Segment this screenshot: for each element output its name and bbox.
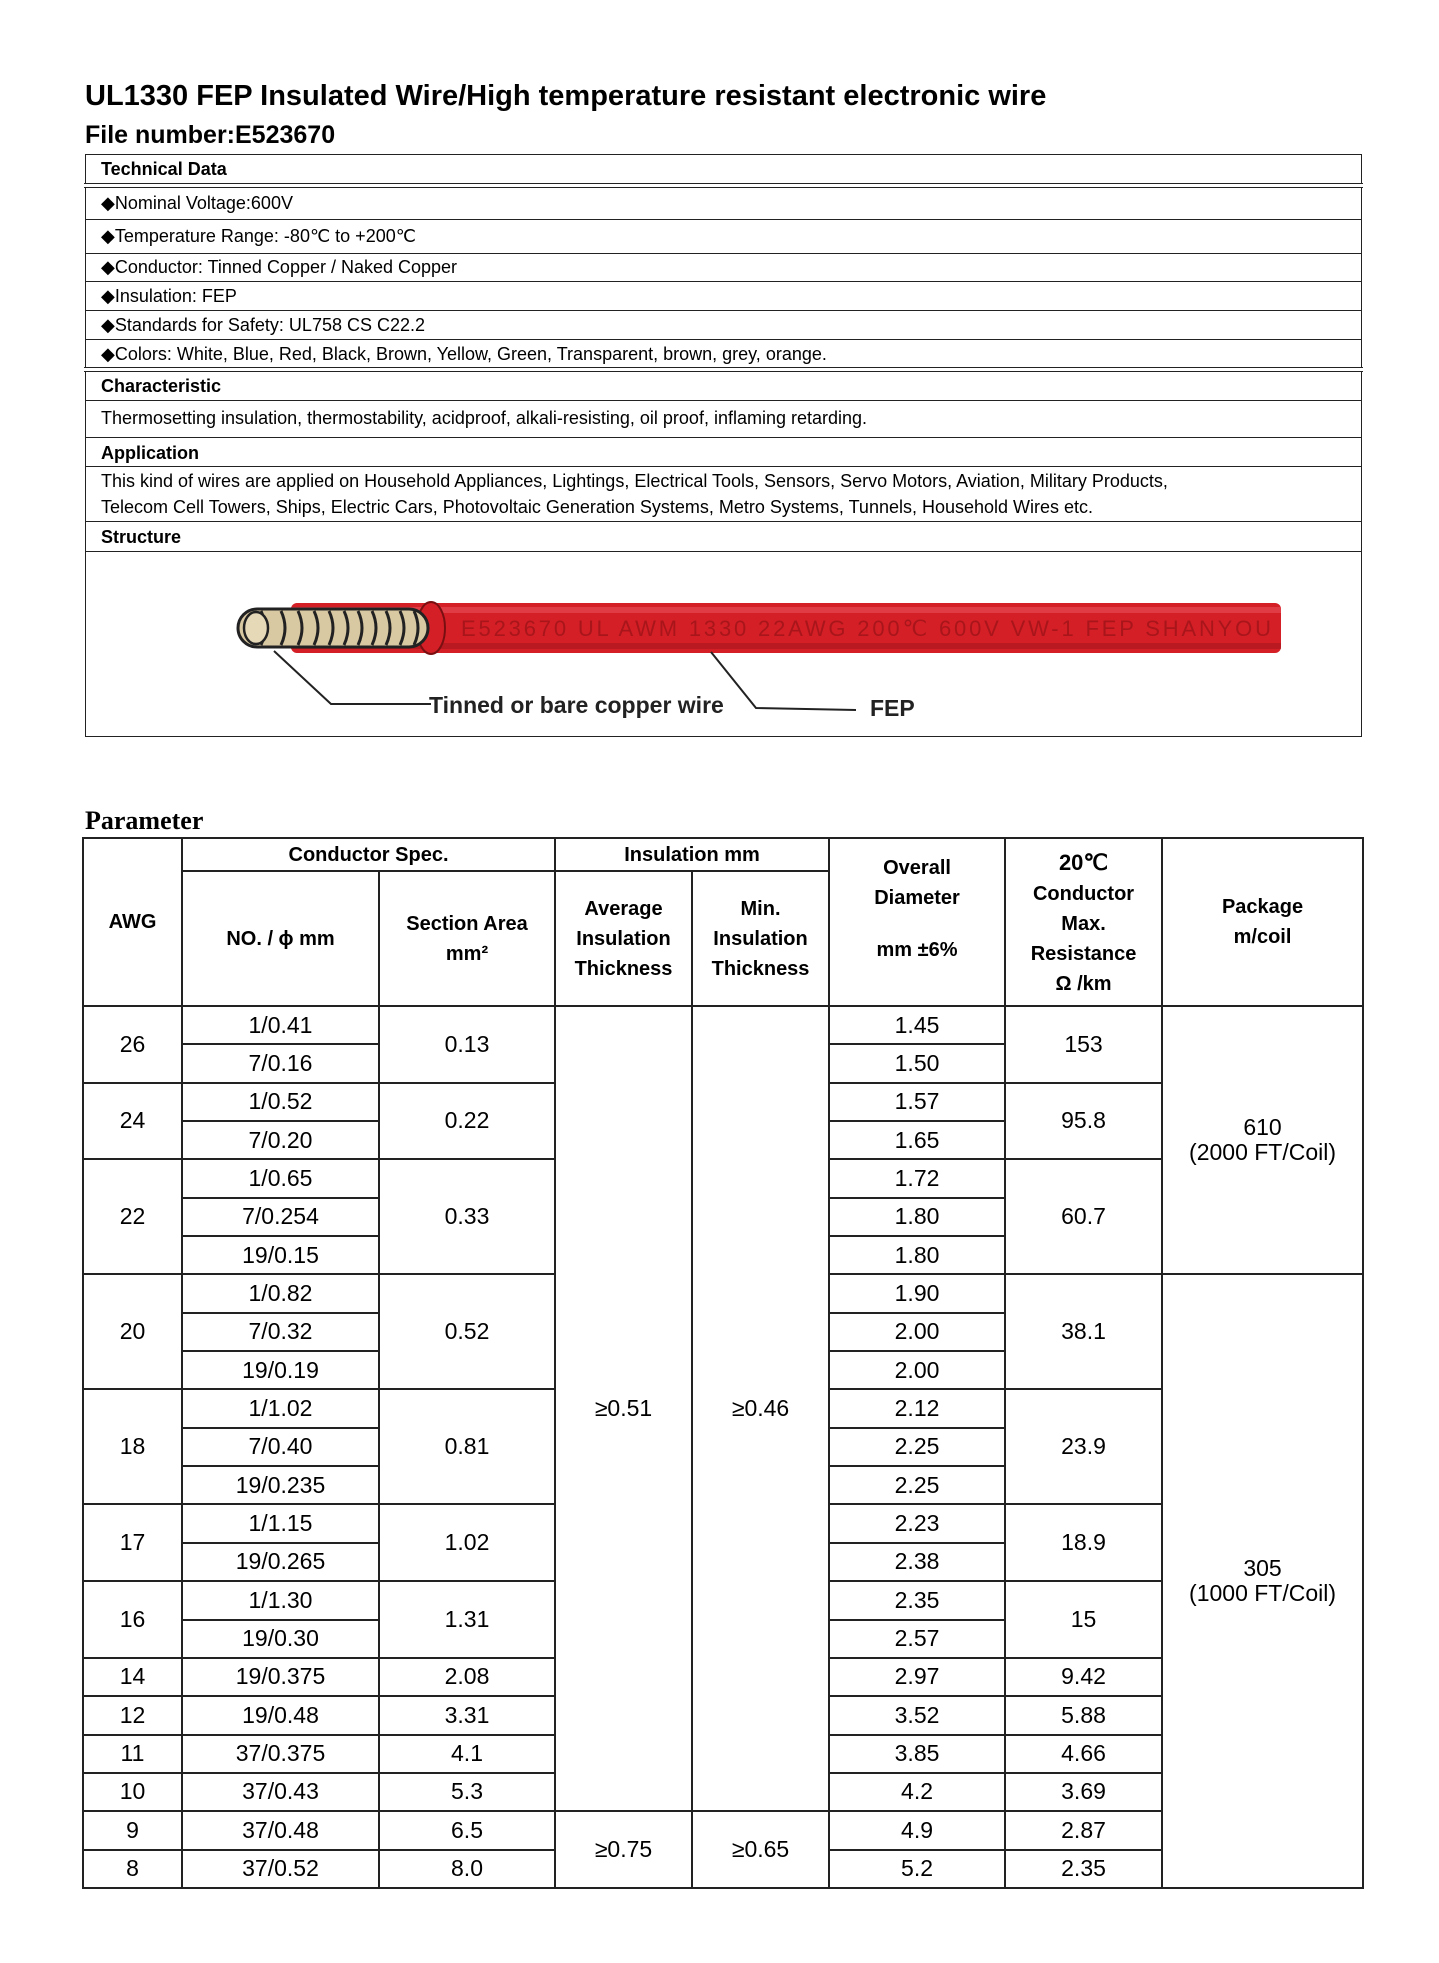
area-cell: 8.0 (379, 1850, 555, 1888)
technical-data-heading: Technical Data (101, 159, 227, 179)
diameter-cell: 2.12 (829, 1389, 1005, 1427)
tech-item-colors: ◆Colors: White, Blue, Red, Black, Brown, Yellow, Green, Transparent, brown, grey, orange. (101, 344, 827, 364)
area-cell: 4.1 (379, 1735, 555, 1773)
awg-cell: 11 (83, 1735, 182, 1773)
diameter-cell: 1.72 (829, 1159, 1005, 1197)
tech-item-conductor: ◆Conductor: Tinned Copper / Naked Copper (101, 257, 458, 277)
strand-cell: 1/0.52 (182, 1083, 379, 1121)
diameter-cell: 2.35 (829, 1581, 1005, 1619)
diameter-cell: 1.65 (829, 1121, 1005, 1159)
awg-cell: 12 (83, 1696, 182, 1734)
header-package: Package m/coil (1162, 838, 1363, 1006)
resistance-cell: 38.1 (1005, 1274, 1162, 1389)
resistance-cell: 15 (1005, 1581, 1162, 1658)
diameter-cell: 5.2 (829, 1850, 1005, 1888)
diameter-cell: 2.25 (829, 1428, 1005, 1466)
strand-cell: 7/0.254 (182, 1198, 379, 1236)
min-insulation-cell: ≥0.46 (692, 1006, 829, 1811)
parameter-heading: Parameter (85, 806, 204, 835)
tech-item-voltage: ◆Nominal Voltage:600V (101, 193, 293, 213)
area-cell: 0.33 (379, 1159, 555, 1274)
characteristic-text: Thermosetting insulation, thermostability, acidproof, alkali-resisting, oil proof, inflaming retarding. (101, 408, 868, 428)
diameter-cell: 1.57 (829, 1083, 1005, 1121)
resistance-cell: 5.88 (1005, 1696, 1162, 1734)
resistance-cell: 2.35 (1005, 1850, 1162, 1888)
header-insulation: Insulation mm (555, 838, 829, 871)
application-heading: Application (101, 443, 199, 463)
awg-cell: 20 (83, 1274, 182, 1389)
resistance-cell: 18.9 (1005, 1504, 1162, 1581)
awg-cell: 26 (83, 1006, 182, 1083)
strand-cell: 1/1.02 (182, 1389, 379, 1427)
resistance-cell: 23.9 (1005, 1389, 1162, 1504)
header-min-insulation: Min. Insulation Thickness (692, 871, 829, 1006)
area-cell: 1.02 (379, 1504, 555, 1581)
diameter-cell: 2.00 (829, 1313, 1005, 1351)
strand-cell: 1/1.15 (182, 1504, 379, 1542)
strand-cell: 19/0.15 (182, 1236, 379, 1274)
header-overall-diameter: Overall Diameter mm ±6% (829, 838, 1005, 1006)
strand-cell: 7/0.20 (182, 1121, 379, 1159)
header-avg-insulation: Average Insulation Thickness (555, 871, 692, 1006)
strand-cell: 19/0.30 (182, 1620, 379, 1658)
strand-cell: 19/0.19 (182, 1351, 379, 1389)
resistance-cell: 95.8 (1005, 1083, 1162, 1160)
diameter-cell: 2.57 (829, 1620, 1005, 1658)
diameter-cell: 1.50 (829, 1044, 1005, 1082)
structure-heading: Structure (101, 527, 182, 547)
file-number: File number:E523670 (85, 121, 336, 149)
strand-cell: 19/0.265 (182, 1543, 379, 1581)
strand-cell: 37/0.375 (182, 1735, 379, 1773)
area-cell: 2.08 (379, 1658, 555, 1696)
strand-cell: 37/0.48 (182, 1811, 379, 1849)
application-text-line1: This kind of wires are applied on Household Appliances, Lightings, Electrical Tools, Sensors, Servo Motors, Aviation, Military Products, (101, 471, 1168, 491)
diameter-cell: 2.97 (829, 1658, 1005, 1696)
wire-structure-diagram (86, 155, 1363, 738)
awg-cell: 14 (83, 1658, 182, 1696)
diameter-cell: 2.23 (829, 1504, 1005, 1542)
diameter-cell: 2.38 (829, 1543, 1005, 1581)
strand-cell: 37/0.43 (182, 1773, 379, 1811)
resistance-cell: 3.69 (1005, 1773, 1162, 1811)
insulation-label: FEP (870, 695, 915, 721)
awg-cell: 10 (83, 1773, 182, 1811)
area-cell: 6.5 (379, 1811, 555, 1849)
strand-cell: 19/0.48 (182, 1696, 379, 1734)
strand-cell: 1/0.65 (182, 1159, 379, 1197)
tech-item-standards: ◆Standards for Safety: UL758 CS C22.2 (101, 315, 426, 335)
awg-cell: 9 (83, 1811, 182, 1849)
header-no-phi: NO. / ϕ mm (182, 871, 379, 1006)
diameter-cell: 2.25 (829, 1466, 1005, 1504)
strand-cell: 37/0.52 (182, 1850, 379, 1888)
resistance-cell: 60.7 (1005, 1159, 1162, 1274)
resistance-cell: 2.87 (1005, 1811, 1162, 1849)
characteristic-heading: Characteristic (101, 376, 222, 396)
awg-cell: 8 (83, 1850, 182, 1888)
diameter-cell: 1.45 (829, 1006, 1005, 1044)
wire-print-text: E523670 UL AWM 1330 22AWG 200℃ 600V VW-1 FEP SHANYOU (461, 616, 1271, 641)
resistance-cell: 9.42 (1005, 1658, 1162, 1696)
awg-cell: 24 (83, 1083, 182, 1160)
strand-cell: 1/0.82 (182, 1274, 379, 1312)
area-cell: 0.22 (379, 1083, 555, 1160)
spec-box (85, 154, 1362, 737)
package-cell: 610 (2000 FT/Coil) (1162, 1006, 1363, 1274)
min-insulation-cell: ≥0.65 (692, 1811, 829, 1888)
awg-cell: 17 (83, 1504, 182, 1581)
copper-conductor (238, 609, 428, 647)
diameter-cell: 4.2 (829, 1773, 1005, 1811)
table-row (83, 1006, 1363, 1044)
parameter-table (82, 837, 1364, 1889)
strand-cell: 19/0.235 (182, 1466, 379, 1504)
resistance-cell: 4.66 (1005, 1735, 1162, 1773)
diameter-cell: 1.80 (829, 1198, 1005, 1236)
awg-cell: 18 (83, 1389, 182, 1504)
avg-insulation-cell: ≥0.75 (555, 1811, 692, 1888)
strand-cell: 7/0.32 (182, 1313, 379, 1351)
strand-cell: 1/1.30 (182, 1581, 379, 1619)
page-title: UL1330 FEP Insulated Wire/High temperature resistant electronic wire (85, 80, 1047, 112)
diameter-cell: 4.9 (829, 1811, 1005, 1849)
awg-cell: 16 (83, 1581, 182, 1658)
parameter-table-body (83, 1006, 1363, 1888)
conductor-leader-line (274, 651, 431, 704)
tech-item-insulation: ◆Insulation: FEP (101, 286, 237, 306)
diameter-cell: 3.52 (829, 1696, 1005, 1734)
tech-item-temperature: ◆Temperature Range: -80℃ to +200℃ (101, 226, 416, 246)
header-conductor-spec: Conductor Spec. (182, 838, 555, 871)
parameter-table-header (83, 838, 1363, 1006)
awg-cell: 22 (83, 1159, 182, 1274)
area-cell: 1.31 (379, 1581, 555, 1658)
resistance-cell: 153 (1005, 1006, 1162, 1083)
avg-insulation-cell: ≥0.51 (555, 1006, 692, 1811)
strand-cell: 1/0.41 (182, 1006, 379, 1044)
area-cell: 0.52 (379, 1274, 555, 1389)
strand-cell: 7/0.40 (182, 1428, 379, 1466)
diameter-cell: 3.85 (829, 1735, 1005, 1773)
strand-cell: 7/0.16 (182, 1044, 379, 1082)
application-text-line2: Telecom Cell Towers, Ships, Electric Cars, Photovoltaic Generation Systems, Metro Systems, Tunnels, Household Wires etc. (101, 497, 1094, 517)
diameter-cell: 1.90 (829, 1274, 1005, 1312)
area-cell: 5.3 (379, 1773, 555, 1811)
conductor-label: Tinned or bare copper wire (429, 692, 724, 718)
strand-cell: 19/0.375 (182, 1658, 379, 1696)
insulation-leader-line (711, 652, 856, 710)
diameter-cell: 1.80 (829, 1236, 1005, 1274)
header-section-area: Section Area mm² (379, 871, 555, 1006)
package-cell: 305 (1000 FT/Coil) (1162, 1274, 1363, 1888)
area-cell: 0.13 (379, 1006, 555, 1083)
area-cell: 0.81 (379, 1389, 555, 1504)
diameter-cell: 2.00 (829, 1351, 1005, 1389)
header-awg: AWG (83, 838, 182, 1006)
header-resistance: 20℃ Conductor Max. Resistance Ω /km (1005, 838, 1162, 1006)
area-cell: 3.31 (379, 1696, 555, 1734)
